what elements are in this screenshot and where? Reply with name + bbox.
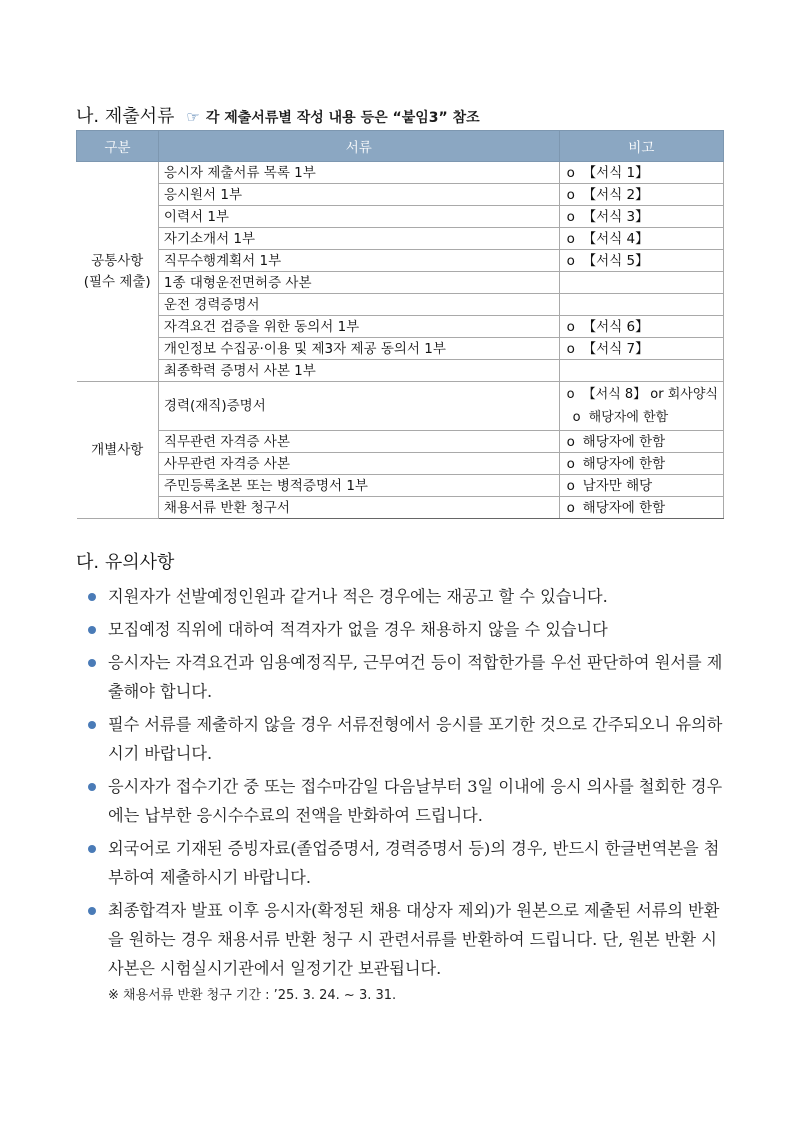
remarks-text: 해당자에 한함: [588, 410, 669, 425]
remarks-line: [567, 406, 718, 429]
circle-bullet: o: [572, 410, 581, 425]
remarks-text: 【서식 4】: [582, 230, 649, 247]
document-cell: 채용서류 반환 청구서: [158, 497, 559, 519]
table-row: [77, 360, 724, 382]
return-request-period-note: ※ 채용서류 반환 청구 기간 : ’25. 3. 24. ~ 3. 31.: [108, 988, 397, 1003]
document-cell: 최종학력 증명서 사본 1부: [158, 360, 559, 382]
circle-bullet: o: [566, 208, 575, 225]
remarks-cell: [559, 316, 723, 338]
list-item-text: 외국어로 기재된 증빙자료(졸업증명서, 경력증명서 등)의 경우, 반드시 한글번역본을 첨부하여 제출하시기 바랍니다.: [108, 839, 720, 887]
table-row: [77, 497, 724, 519]
header-remarks: 비고: [559, 131, 723, 162]
list-item-text: 지원자가 선발예정인원과 같거나 적은 경우에는 재공고 할 수 있습니다.: [108, 587, 608, 606]
table-row: [77, 250, 724, 272]
precautions-list: [86, 582, 731, 1011]
remarks-cell: [559, 250, 723, 272]
list-item: [86, 615, 731, 644]
remarks-text: 해당자에 한함: [582, 499, 666, 516]
list-item: [86, 710, 731, 768]
remarks-text: 【서식 1】: [582, 164, 649, 181]
table-header-row: [77, 131, 724, 162]
table-row: [77, 206, 724, 228]
table-row: [77, 228, 724, 250]
circle-bullet: o: [566, 387, 575, 402]
list-item: [86, 834, 731, 892]
category-cell: 개별사항: [77, 382, 159, 519]
document-cell: 직무관련 자격증 사본: [158, 431, 559, 453]
document-cell: 이력서 1부: [158, 206, 559, 228]
section-heading-submission-documents: [76, 102, 480, 126]
remarks-text: 【서식 7】: [582, 340, 649, 357]
remarks-cell: [559, 184, 723, 206]
remarks-text: 【서식 8】 or 회사양식: [582, 387, 718, 402]
bullet-dot-icon: [88, 783, 96, 791]
list-item-text: 응시자는 자격요건과 임용예정직무, 근무여건 등이 적합한가를 우선 판단하여 원서를 제출해야 합니다.: [108, 653, 723, 701]
remarks-cell: [559, 431, 723, 453]
table-body: [77, 162, 724, 519]
table-row: [77, 272, 724, 294]
bullet-dot-icon: [88, 626, 96, 634]
document-cell: 자격요건 검증을 위한 동의서 1부: [158, 316, 559, 338]
remarks-cell: [559, 228, 723, 250]
circle-bullet: o: [566, 499, 575, 516]
document-cell: 응시원서 1부: [158, 184, 559, 206]
circle-bullet: o: [566, 340, 575, 357]
pointing-hand-icon: ☞: [186, 108, 200, 126]
bullet-dot-icon: [88, 593, 96, 601]
table-row: [77, 162, 724, 184]
bullet-dot-icon: [88, 907, 96, 915]
remarks-text: 남자만 해당: [582, 477, 653, 494]
remarks-text: 해당자에 한함: [582, 455, 666, 472]
document-cell: 응시자 제출서류 목록 1부: [158, 162, 559, 184]
table-row: [77, 382, 724, 431]
submission-documents-table: [76, 130, 724, 519]
circle-bullet: o: [566, 230, 575, 247]
list-item-text: 모집예정 직위에 대하여 적격자가 없을 경우 채용하지 않을 수 있습니다: [108, 620, 608, 639]
remarks-cell: [559, 382, 723, 431]
remarks-cell: [559, 475, 723, 497]
list-item: [86, 772, 731, 830]
document-cell: 사무관련 자격증 사본: [158, 453, 559, 475]
category-cell: 공통사항 (필수 제출): [77, 162, 159, 382]
remarks-cell: [559, 453, 723, 475]
document-cell: 자기소개서 1부: [158, 228, 559, 250]
circle-bullet: o: [566, 252, 575, 269]
list-item-text: 최종합격자 발표 이후 응시자(확정된 채용 대상자 제외)가 원본으로 제출된 서류의 반환을 원하는 경우 채용서류 반환 청구 시 관련서류를 반환하여 드립니다. 단, 원본 반환 시 사본은 시험실시기관에서 일정기간 보관됩니다.: [108, 901, 720, 978]
remarks-text: 해당자에 한함: [582, 433, 666, 450]
table-row: [77, 294, 724, 316]
remarks-text: 【서식 5】: [582, 252, 649, 269]
section-reference-note: [186, 107, 479, 127]
header-category: 구분: [77, 131, 159, 162]
remarks-line: [567, 383, 718, 406]
list-item: [86, 648, 731, 706]
list-item: [86, 896, 731, 1007]
circle-bullet: o: [566, 186, 575, 203]
remarks-text: 【서식 3】: [582, 208, 649, 225]
document-cell: 직무수행계획서 1부: [158, 250, 559, 272]
document-cell: 1종 대형운전면허증 사본: [158, 272, 559, 294]
remarks-cell: [559, 497, 723, 519]
table-row: [77, 431, 724, 453]
table-row: [77, 316, 724, 338]
circle-bullet: o: [566, 433, 575, 450]
section-heading-precautions: 다. 유의사항: [76, 552, 175, 573]
circle-bullet: o: [566, 164, 575, 181]
document-cell: 경력(재직)증명서: [158, 382, 559, 431]
circle-bullet: o: [566, 318, 575, 335]
table-row: [77, 453, 724, 475]
remarks-text: 【서식 6】: [582, 318, 649, 335]
remarks-cell: [559, 294, 723, 316]
table-row: [77, 338, 724, 360]
reference-note-text: 각 제출서류별 작성 내용 등은 “붙임3” 참조: [205, 110, 480, 126]
document-cell: 개인정보 수집공·이용 및 제3자 제공 동의서 1부: [158, 338, 559, 360]
list-item: [86, 582, 731, 611]
bullet-dot-icon: [88, 721, 96, 729]
circle-bullet: o: [566, 455, 575, 472]
remarks-cell: [559, 162, 723, 184]
table-row: [77, 184, 724, 206]
remarks-text: 【서식 2】: [582, 186, 649, 203]
remarks-cell: [559, 272, 723, 294]
list-item-text: 필수 서류를 제출하지 않을 경우 서류전형에서 응시를 포기한 것으로 간주되오니 유의하시기 바랍니다.: [108, 715, 723, 763]
bullet-dot-icon: [88, 659, 96, 667]
circle-bullet: o: [566, 477, 575, 494]
document-cell: 주민등록초본 또는 병적증명서 1부: [158, 475, 559, 497]
list-item-text: 응시자가 접수기간 중 또는 접수마감일 다음날부터 3일 이내에 응시 의사를 철회한 경우에는 납부한 응시수수료의 전액을 반화하여 드립니다.: [108, 777, 723, 825]
remarks-cell: [559, 206, 723, 228]
header-document: 서류: [158, 131, 559, 162]
remarks-cell: [559, 338, 723, 360]
table-row: [77, 475, 724, 497]
document-cell: 운전 경력증명서: [158, 294, 559, 316]
section-title: 나. 제출서류: [76, 106, 175, 127]
remarks-cell: [559, 360, 723, 382]
bullet-dot-icon: [88, 845, 96, 853]
